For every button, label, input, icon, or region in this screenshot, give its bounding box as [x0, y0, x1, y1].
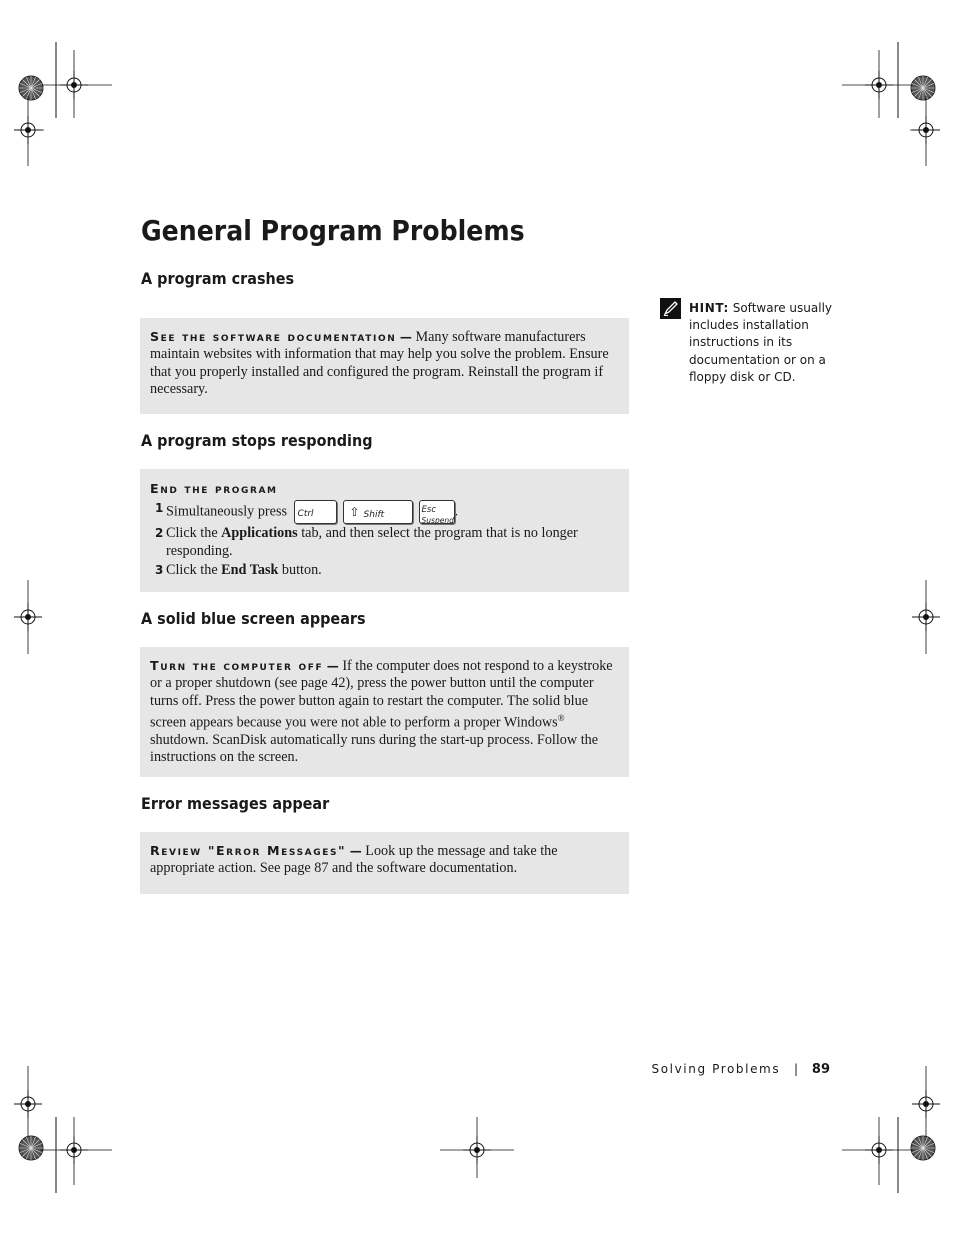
step-number: 2 — [155, 526, 164, 541]
solution-label: See the software documentation — [150, 329, 397, 344]
solution-label: Turn the computer off — [150, 658, 324, 673]
step-number: 1 — [155, 501, 164, 516]
page-footer — [652, 1062, 830, 1077]
solution-text — [150, 842, 619, 878]
step-text-pre: Click the — [166, 561, 218, 578]
solution-text — [150, 657, 619, 767]
esc-key — [419, 500, 455, 524]
ctrl-key-label: Ctrl — [297, 509, 314, 520]
hint-label: HINT: — [689, 301, 729, 315]
solution-body-b: shutdown. ScanDisk automatically runs during the start-up process. Follow the instructions on the screen. — [150, 731, 599, 766]
page-title: General Program Problems — [141, 214, 525, 247]
end-task-button-name: End Task — [221, 561, 279, 578]
applications-tab-name: Applications — [221, 525, 298, 542]
registered-mark: ® — [557, 712, 565, 723]
step-text-pre: Click the — [166, 525, 218, 542]
solution-body-a: If the computer does not respond to a keystroke or a proper shutdown (see page 42), press the power button until the computer turns off. Press the power button again to restart the computer. The solid blue screen appears because you were not able to perform a proper Windows — [150, 658, 613, 731]
page-number: 89 — [811, 1062, 830, 1077]
section-heading-program-stops-responding: A program stops responding — [141, 431, 373, 450]
section-heading-program-crashes: A program crashes — [141, 269, 295, 288]
ctrl-key — [294, 500, 337, 524]
solution-label: End the program — [150, 481, 278, 496]
dash: — — [326, 659, 339, 673]
dash: — — [399, 330, 412, 344]
solution-box-end-program — [140, 469, 629, 592]
solution-box-turn-off — [140, 647, 629, 777]
solution-body: Many software manufacturers maintain websites with information that may help you solve the problem. Ensure that you properly installed and configured the program. Reinstall the program if necessary. — [150, 329, 609, 397]
step-text: Simultaneously press — [166, 503, 287, 520]
step-item — [150, 562, 619, 579]
esc-key-label: Esc — [421, 505, 437, 516]
step-period: . — [454, 503, 459, 520]
section-heading-blue-screen: A solid blue screen appears — [141, 609, 366, 628]
shift-key-label: Shift — [363, 510, 385, 521]
esc-key-sublabel: Suspend — [421, 516, 454, 526]
section-heading-error-messages: Error messages appear — [141, 794, 330, 813]
footer-separator: | — [794, 1062, 799, 1076]
solution-box-review-errors — [140, 832, 629, 894]
note-pencil-icon — [660, 298, 681, 319]
hint-body: Software usually includes installation instructions in its documentation or on a floppy disk or CD. — [689, 301, 833, 384]
step-item — [150, 525, 619, 560]
solution-text — [150, 328, 619, 398]
step-number: 3 — [155, 562, 164, 577]
step-text-post: button. — [281, 561, 322, 578]
step-item — [150, 500, 619, 524]
solution-label: Review "Error Messages" — [150, 843, 347, 858]
solution-box-documentation — [140, 318, 629, 414]
steps-list — [150, 500, 619, 579]
shift-key — [343, 500, 413, 524]
solution-body: Look up the message and take the appropriate action. See page 87 and the software documentation. — [150, 843, 558, 877]
dash: — — [349, 844, 362, 858]
hint-note — [689, 300, 849, 386]
step-text-post: tab, and then select the program that is no longer responding. — [166, 525, 578, 559]
footer-section-name: Solving Problems — [651, 1062, 781, 1076]
shift-arrow-icon: ⇧ — [349, 505, 360, 520]
